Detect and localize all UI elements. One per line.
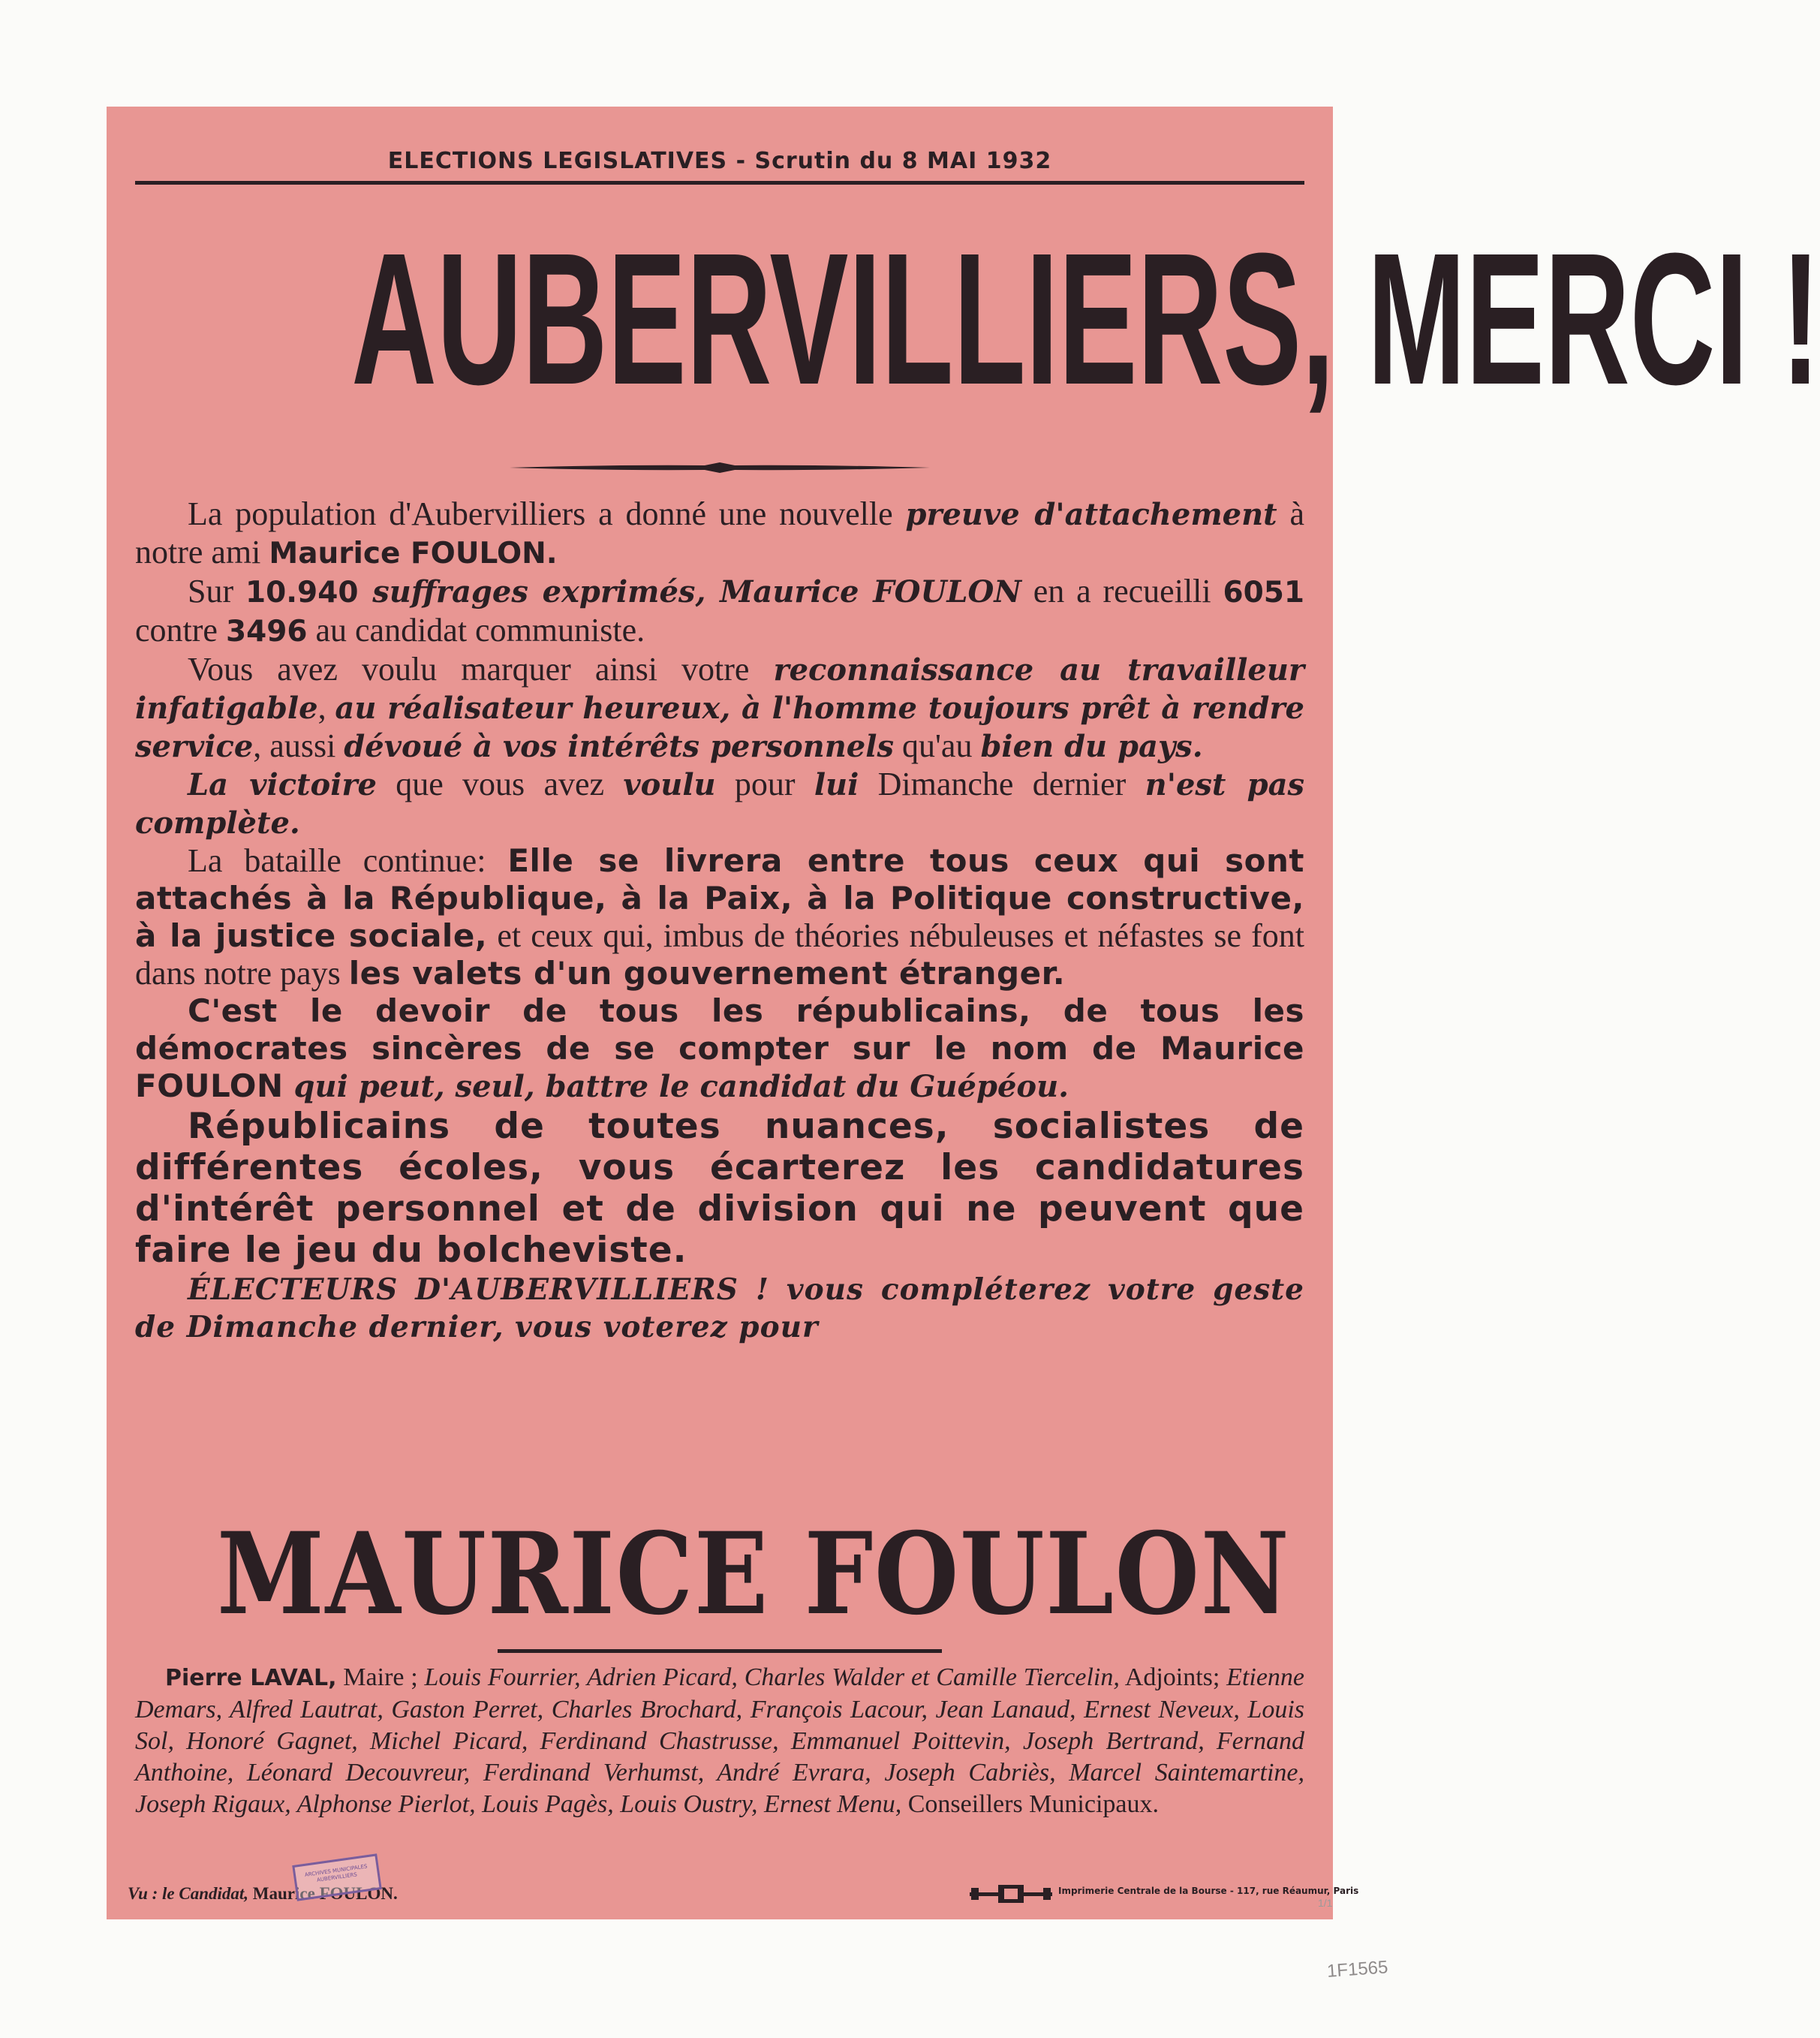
paragraph-2: Sur 10.940 suffrages exprimés, Maurice FOULON en a recueilli 6051 contre 3496 au candidat communiste. [135, 573, 1304, 649]
printer-credit: Imprimerie Centrale de la Bourse - 117, rue Réaumur, Paris [1058, 1886, 1359, 1896]
mayor-name: Pierre LAVAL, [165, 1665, 337, 1691]
candidate-rule [498, 1649, 942, 1653]
ornament-divider [510, 459, 930, 476]
paragraph-7: Républicains de toutes nuances, socialistes de différentes écoles, vous écarterez les candidatures d'intérêt personnel et de division qui ne peuvent que faire le jeu du bolcheviste. [135, 1106, 1304, 1271]
archive-reference: 1F1565 [1326, 1957, 1389, 1982]
paragraph-4: La victoire que vous avez voulu pour lui Dimanche dernier n'est pas complète. [135, 766, 1305, 841]
paragraph-8: ÉLECTEURS D'AUBERVILLIERS ! vous compléterez votre geste de Dimanche dernier, vous voterez pour [135, 1272, 1304, 1344]
candidate-approval: Vu : le Candidat, Maurice FOULON. [128, 1884, 398, 1903]
candidate-name: MAURICE FOULON [217, 1508, 1291, 1640]
election-header: ELECTIONS LEGISLATIVES - Scrutin du 8 MAI 1932 [387, 148, 1052, 174]
paragraph-6: C'est le devoir de tous les républicains, de tous les démocrates sincères de se compter sur le nom de Maurice FOULON qui peut, seul, battre le candidat du Guépéou. [135, 992, 1304, 1104]
archive-stamp: ARCHIVES MUNICIPALES AUBERVILLIERS [292, 1853, 382, 1901]
paragraph-3: Vous avez voulu marquer ainsi votre reconnaissance au travailleur infatigable, au réalisateur heureux, à l'homme toujours prêt à rendre service, aussi dévoué à vos intérêts personnels qu'au bien du pays. [135, 651, 1304, 764]
header-rule [135, 181, 1304, 185]
body-text [135, 495, 1304, 1346]
headline: AUBERVILLIERS, MERCI ! [351, 214, 1820, 423]
poster [107, 107, 1820, 1919]
signatories: Pierre LAVAL, Maire ; Louis Fourrier, Adrien Picard, Charles Walder et Camille Tiercelin, Adjoints; Etienne Demars, Alfred Lautrat, Gaston Perret, Charles Brochard, François Lacour, Jean Lanaud, Ernest Neveux, Louis Sol, Honoré Gagnet, Michel Picard, Ferdinand Chastrusse, Emmanuel Poittevin, Joseph Bertrand, Fernand Anthoine, Léonard Decouvreur, Ferdinand Verhumst, André Evrara, Joseph Cabriès, Marcel Saintemartine, Joseph Rigaux, Alphonse Pierlot, Louis Pagès, Louis Oustry, Ernest Menu, Conseillers Municipaux. [135, 1663, 1304, 1818]
paragraph-1: La population d'Aubervilliers a donné une nouvelle preuve d'attachement à notre ami Maurice FOULON. [135, 495, 1305, 570]
printer-logo-icon [970, 1880, 1052, 1907]
paragraph-5: La bataille continue: Elle se livrera entre tous ceux qui sont attachés à la République, à la Paix, à la Politique constructive, à la justice sociale, et ceux qui, imbus de théories nébuleuses et néfastes se font dans notre pays les valets d'un gouvernement étranger. [135, 842, 1305, 992]
sheet-mark: 1/1 [1318, 1897, 1333, 1909]
